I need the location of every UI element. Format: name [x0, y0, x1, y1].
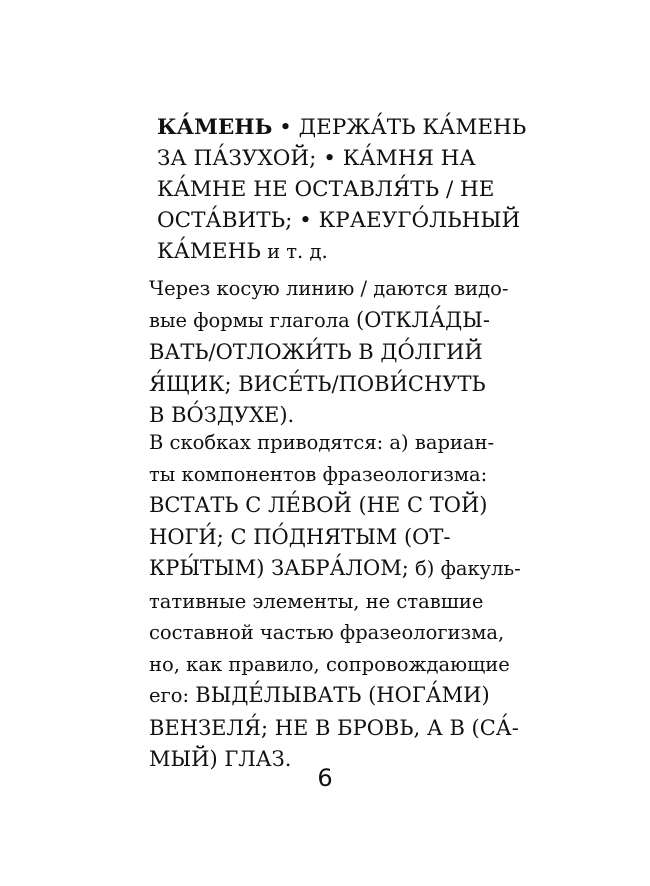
paragraph-text: вые формы глагола	[149, 308, 357, 332]
paragraph-line: Я́ЩИК; ВИСЕ́ТЬ/ПОВИ́СНУТЬ	[149, 371, 486, 396]
entry-line: КА́МНЕ НЕ ОСТАВЛЯ́ТЬ / НЕ	[157, 177, 495, 202]
entry-idiom-text: • ДЕРЖА́ТЬ КА́МЕНЬ	[272, 115, 527, 140]
entry-etc-text: и т. д.	[260, 240, 328, 263]
entry-headword: КА́МЕНЬ	[157, 115, 273, 140]
paragraph-caps-text: (ОТКЛА́ДЫ-	[356, 307, 490, 332]
page-number: 6	[317, 764, 333, 792]
paragraph-line: составной частью фразеологизма,	[149, 621, 505, 644]
paragraph-line: ВСТАТЬ С ЛЕ́ВОЙ (НЕ С ТОЙ)	[149, 493, 488, 517]
paragraph-text: его:	[149, 684, 196, 707]
paragraph-line	[149, 305, 541, 338]
paragraph-line: ВАТЬ/ОТЛОЖИ́ТЬ В ДО́ЛГИЙ	[149, 340, 483, 364]
entry-idiom-text: КА́МЕНЬ	[157, 239, 261, 264]
paragraph-slash-explanation	[149, 273, 541, 432]
paragraph-line	[149, 680, 541, 713]
paragraph-line: В скобках приводятся: а) вариан-	[149, 431, 495, 454]
paragraph-line: В ВО́ЗДУХЕ).	[149, 403, 295, 427]
paragraph-line	[149, 553, 541, 586]
paragraph-brackets-explanation	[149, 427, 541, 776]
paragraph-caps-text: КРЫ́ТЫМ) ЗАБРА́ЛОМ;	[149, 556, 409, 580]
entry-line	[157, 112, 557, 143]
paragraph-line: МЫЙ) ГЛАЗ.	[149, 747, 292, 771]
entry-line: ОСТА́ВИТЬ; • КРАЕУГО́ЛЬНЫЙ	[157, 208, 521, 233]
paragraph-line: Через косую линию / даются видо-	[149, 277, 509, 300]
dictionary-entry-example	[157, 112, 557, 267]
paragraph-text: б) факуль-	[408, 557, 521, 580]
paragraph-line: тативные элементы, не ставшие	[149, 589, 484, 613]
entry-line	[157, 236, 557, 267]
paragraph-caps-text: ВЫДЕ́ЛЫВАТЬ (НОГА́МИ)	[195, 683, 490, 707]
paragraph-line: ВЕНЗЕЛЯ́; НЕ В БРОВЬ, А В (СА́-	[149, 715, 519, 740]
paragraph-line: ты компонентов фразеологизма:	[149, 462, 488, 486]
entry-line: ЗА ПА́ЗУХОЙ; • КА́МНЯ НА	[157, 146, 476, 171]
paragraph-line: но, как правило, сопровождающие	[149, 652, 510, 676]
paragraph-line: НОГИ́; С ПО́ДНЯТЫМ (ОТ-	[149, 524, 451, 549]
